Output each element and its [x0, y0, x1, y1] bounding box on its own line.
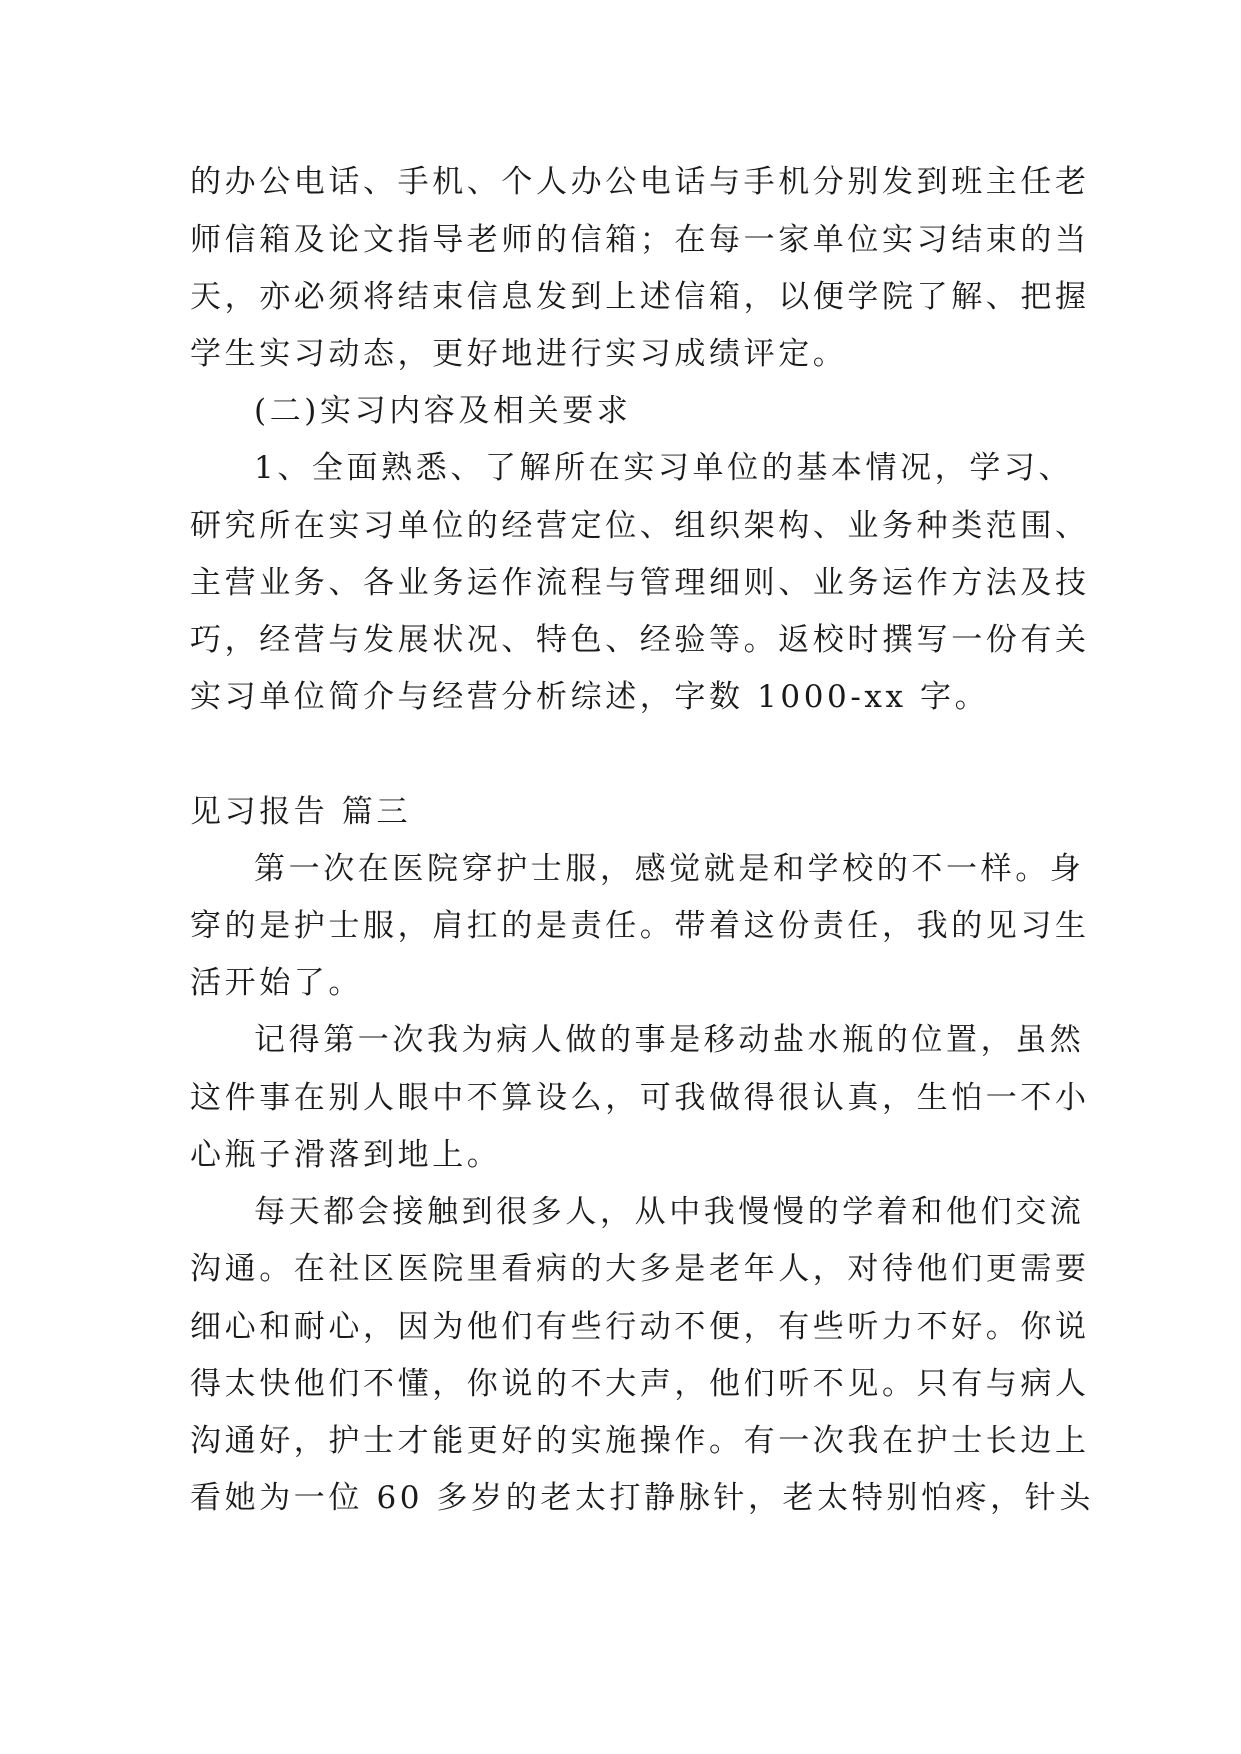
paragraph-line: 得太快他们不懂，你说的不大声，他们听不见。只有与病人 — [190, 1366, 1090, 1402]
paragraph-line: 穿的是护士服，肩扛的是责任。带着这份责任，我的见习生 — [190, 908, 1090, 944]
paragraph-line: 师信箱及论文指导老师的信箱；在每一家单位实习结束的当 — [190, 222, 1090, 258]
paragraph-line: 研究所在实习单位的经营定位、组织架构、业务种类范围、 — [190, 508, 1090, 544]
paragraph-line: 主营业务、各业务运作流程与管理细则、业务运作方法及技 — [190, 565, 1090, 601]
paragraph-line: 沟通好，护士才能更好的实施操作。有一次我在护士长边上 — [190, 1423, 1090, 1459]
paragraph-line: 学生实习动态，更好地进行实习成绩评定。 — [190, 336, 848, 372]
paragraph-line: 这件事在别人眼中不算设么，可我做得很认真，生怕一不小 — [190, 1080, 1090, 1116]
paragraph-line: 天，亦必须将结束信息发到上述信箱，以便学院了解、把握 — [190, 279, 1090, 315]
paragraph-line: 记得第一次我为病人做的事是移动盐水瓶的位置，虽然 — [254, 1022, 1085, 1058]
paragraph-line: 的办公电话、手机、个人办公电话与手机分别发到班主任老 — [190, 164, 1090, 200]
paragraph-line: 巧，经营与发展状况、特色、经验等。返校时撰写一份有关 — [190, 622, 1090, 658]
paragraph-line: 心瓶子滑落到地上。 — [190, 1137, 502, 1173]
paragraph-line: 沟通。在社区医院里看病的大多是老年人，对待他们更需要 — [190, 1251, 1090, 1287]
paragraph-line: 第一次在医院穿护士服，感觉就是和学校的不一样。身 — [254, 851, 1085, 887]
paragraph-line: 活开始了。 — [190, 965, 363, 1001]
section-heading: (二)实习内容及相关要求 — [254, 393, 632, 429]
paragraph-line: 看她为一位 60 多岁的老太打静脉针，老太特别怕疼，针头 — [190, 1480, 1094, 1516]
article-title: 见习报告 篇三 — [190, 794, 412, 830]
paragraph-line: 实习单位简介与经营分析综述，字数 1000-xx 字。 — [190, 679, 990, 715]
paragraph-line: 细心和耐心，因为他们有些行动不便，有些听力不好。你说 — [190, 1309, 1090, 1345]
paragraph-line: 1、全面熟悉、了解所在实习单位的基本情况，学习、 — [254, 450, 1074, 486]
paragraph-line: 每天都会接触到很多人，从中我慢慢的学着和他们交流 — [254, 1194, 1085, 1230]
